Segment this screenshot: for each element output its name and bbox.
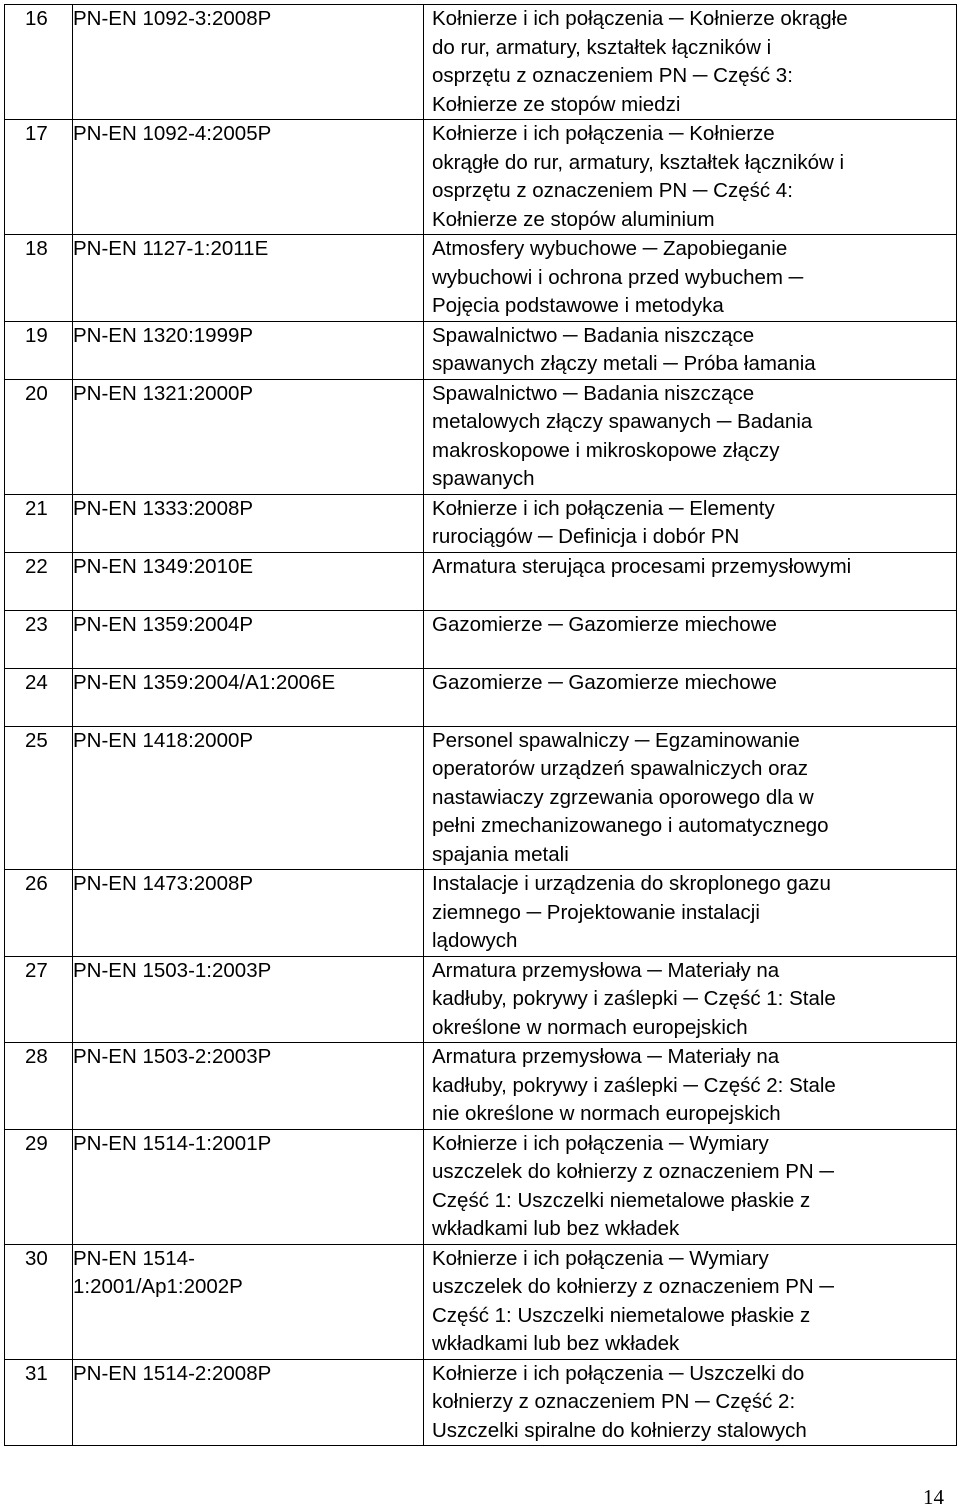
row-number-cell [5, 668, 73, 726]
standard-code: PN-EN 1321:2000P [73, 381, 254, 405]
row-number: 20 [25, 381, 48, 405]
standard-code: PN-EN 1127-1:2011E [73, 237, 269, 260]
standard-code-cell [73, 956, 424, 1043]
standard-title-cell [424, 1043, 957, 1130]
standard-code: PN-EN 1349:2010E [73, 554, 254, 578]
standard-code: PN-EN 1503-1:2003P [73, 958, 272, 982]
standard-title-cell [424, 5, 957, 120]
table-row [5, 870, 957, 957]
standard-code: PN-EN 1514-1:2001P [73, 1131, 272, 1155]
table-row [5, 552, 957, 610]
table-row [5, 1244, 957, 1359]
row-number: 25 [25, 728, 48, 752]
row-number-cell [5, 494, 73, 552]
row-number-cell [5, 870, 73, 957]
standard-title-cell [424, 321, 957, 379]
standard-code: PN-EN 1359:2004P [73, 612, 254, 636]
standard-title-cell [424, 610, 957, 668]
standard-title: Armatura przemysłowa ─ Materiały na kadłuby, pokrywy i zaślepki ─ Część 2: Stale nie określone w normach europejskich [432, 1045, 836, 1125]
standard-title-cell [424, 956, 957, 1043]
standard-title: Kołnierze i ich połączenia ─ Elementy rurociągów ─ Definicja i dobór PN [432, 496, 775, 548]
standard-code: PN-EN 1418:2000P [73, 728, 254, 752]
standard-code-cell [73, 552, 424, 610]
table-row [5, 1359, 957, 1446]
standard-code-cell [73, 726, 424, 870]
standard-title-cell [424, 494, 957, 552]
table-row [5, 321, 957, 379]
standard-title: Spawalnictwo ─ Badania niszczące spawanych złączy metali ─ Próba łamania [432, 323, 816, 375]
row-number-cell [5, 956, 73, 1043]
row-number: 26 [25, 872, 48, 895]
page-number: 14 [923, 1485, 944, 1509]
standard-title: Kołnierze i ich połączenia ─ Wymiary uszczelek do kołnierzy z oznaczeniem PN ─ Część 1: Uszczelki niemetalowe płaskie z wkładkami lub bez wkładek [432, 1246, 834, 1355]
table-row [5, 120, 957, 235]
standard-title-cell [424, 552, 957, 610]
standard-code-cell [73, 494, 424, 552]
standard-code-cell [73, 1244, 424, 1359]
standard-code: PN-EN 1320:1999P [73, 323, 254, 347]
standard-code-cell [73, 235, 424, 322]
standard-title-cell [424, 870, 957, 957]
standard-title: Gazomierze ─ Gazomierze miechowe [432, 670, 777, 694]
standard-title: Kołnierze i ich połączenia ─ Kołnierze okrągłe do rur, armatury, kształtek łączników i osprzętu z oznaczeniem PN ─ Część 4: Kołnierze ze stopów aluminium [432, 122, 845, 231]
standard-title-cell [424, 1129, 957, 1244]
standard-code: PN-EN 1092-3:2008P [73, 7, 272, 30]
table-row [5, 610, 957, 668]
standard-title: Kołnierze i ich połączenia ─ Uszczelki do kołnierzy z oznaczeniem PN ─ Część 2: Uszczelki spiralne do kołnierzy stalowych [432, 1361, 807, 1442]
standard-code: PN-EN 1514- 1:2001/Ap1:2002P [73, 1246, 243, 1298]
standard-title: Personel spawalniczy ─ Egzaminowanie operatorów urządzeń spawalniczych oraz nastawiaczy zgrzewania oporowego dla w pełni zmechanizowanego i automatycznego spajania metali [432, 728, 829, 866]
standard-title: Gazomierze ─ Gazomierze miechowe [432, 612, 777, 636]
standard-title: Kołnierze i ich połączenia ─ Kołnierze okrągłe do rur, armatury, kształtek łączników i osprzętu z oznaczeniem PN ─ Część 3: Kołnierze ze stopów miedzi [432, 7, 848, 116]
row-number-cell [5, 235, 73, 322]
row-number: 19 [25, 323, 48, 347]
standard-title-cell [424, 668, 957, 726]
table-row [5, 494, 957, 552]
table-row [5, 379, 957, 494]
standard-title: Armatura sterująca procesami przemysłowymi [432, 554, 852, 578]
standard-title-cell [424, 235, 957, 322]
standard-code: PN-EN 1514-2:2008P [73, 1361, 272, 1385]
standard-title-cell [424, 1244, 957, 1359]
row-number: 27 [25, 958, 48, 982]
row-number: 21 [25, 496, 48, 520]
row-number: 18 [25, 237, 48, 260]
standard-code-cell [73, 1359, 424, 1446]
table-row [5, 1129, 957, 1244]
table-row [5, 1043, 957, 1130]
row-number: 30 [25, 1246, 48, 1270]
table-row [5, 726, 957, 870]
standard-code-cell [73, 1129, 424, 1244]
row-number: 22 [25, 554, 48, 578]
row-number-cell [5, 1043, 73, 1130]
standard-code-cell [73, 610, 424, 668]
standard-code: PN-EN 1092-4:2005P [73, 122, 272, 145]
standard-code-cell [73, 379, 424, 494]
row-number-cell [5, 552, 73, 610]
row-number: 31 [25, 1361, 48, 1385]
row-number: 29 [25, 1131, 48, 1155]
standard-title-cell [424, 379, 957, 494]
row-number: 16 [25, 7, 48, 30]
standard-title: Kołnierze i ich połączenia ─ Wymiary uszczelek do kołnierzy z oznaczeniem PN ─ Część 1: Uszczelki niemetalowe płaskie z wkładkami lub bez wkładek [432, 1131, 834, 1240]
standard-code-cell [73, 5, 424, 120]
standard-code-cell [73, 120, 424, 235]
row-number: 23 [25, 612, 48, 636]
standard-title: Instalacje i urządzenia do skroplonego gazu ziemnego ─ Projektowanie instalacji lądowych [432, 872, 831, 952]
row-number-cell [5, 321, 73, 379]
standard-title: Armatura przemysłowa ─ Materiały na kadłuby, pokrywy i zaślepki ─ Część 1: Stale określone w normach europejskich [432, 958, 836, 1039]
row-number: 28 [25, 1045, 48, 1068]
table-row [5, 235, 957, 322]
standard-code-cell [73, 321, 424, 379]
standard-title-cell [424, 726, 957, 870]
standard-title: Atmosfery wybuchowe ─ Zapobieganie wybuchowi i ochrona przed wybuchem ─ Pojęcia podstawowe i metodyka [432, 237, 804, 317]
standard-code: PN-EN 1473:2008P [73, 872, 254, 895]
row-number: 17 [25, 122, 48, 145]
row-number-cell [5, 1129, 73, 1244]
standard-title: Spawalnictwo ─ Badania niszczące metalowych złączy spawanych ─ Badania makroskopowe i mikroskopowe złączy spawanych [432, 381, 813, 490]
standard-code: PN-EN 1333:2008P [73, 496, 254, 520]
table-row [5, 956, 957, 1043]
table-row [5, 668, 957, 726]
row-number-cell [5, 379, 73, 494]
row-number-cell [5, 1359, 73, 1446]
standard-title-cell [424, 120, 957, 235]
row-number-cell [5, 5, 73, 120]
standard-code: PN-EN 1359:2004/A1:2006E [73, 670, 336, 694]
standard-code-cell [73, 870, 424, 957]
table-row [5, 5, 957, 120]
standard-code-cell [73, 668, 424, 726]
table-body [5, 5, 957, 1446]
row-number-cell [5, 726, 73, 870]
row-number-cell [5, 610, 73, 668]
standard-code: PN-EN 1503-2:2003P [73, 1045, 272, 1068]
standards-table [4, 4, 957, 1446]
row-number-cell [5, 1244, 73, 1359]
row-number: 24 [25, 670, 48, 694]
standard-title-cell [424, 1359, 957, 1446]
standard-code-cell [73, 1043, 424, 1130]
row-number-cell [5, 120, 73, 235]
